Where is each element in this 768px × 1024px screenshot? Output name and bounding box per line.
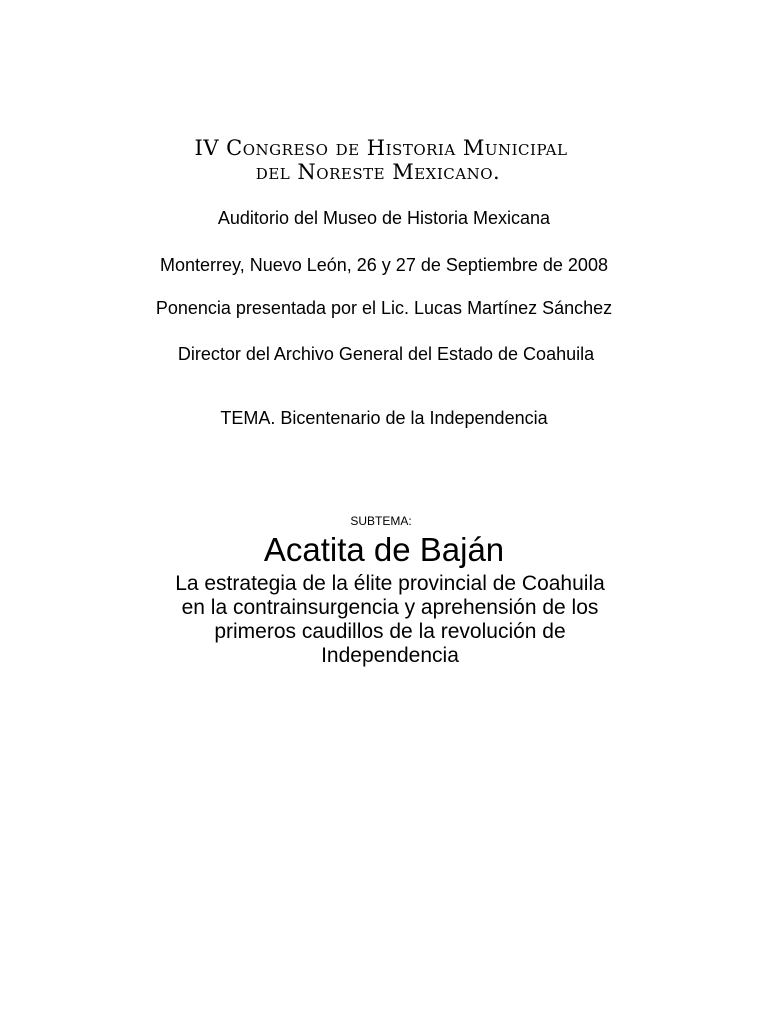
subtheme-description-line: Independencia [321,644,459,667]
theme-text: TEMA. Bicentenario de la Independencia [220,408,548,428]
congress-title-line-1: IV Congreso de Historia Municipal [194,136,568,160]
subtheme-title: Acatita de Baján [263,531,505,568]
subtheme-description-line: primeros caudillos de la revolución de [214,620,566,643]
subtheme-description-line: La estrategia de la élite provincial de Coahuila [175,572,605,595]
congress-title-line-2: del Noreste Mexicano. [255,160,501,184]
speaker-role-text: Director del Archivo General del Estado de Coahuila [177,344,595,364]
location-date-text: Monterrey, Nuevo León, 26 y 27 de Septiembre de 2008 [160,255,608,275]
venue-text: Auditorio del Museo de Historia Mexicana [217,208,551,228]
speaker-text: Ponencia presentada por el Lic. Lucas Martínez Sánchez [155,298,613,318]
subtheme-description [150,572,630,668]
subtheme-description-line: en la contrainsurgencia y aprehensión de los [181,596,599,619]
subtheme-label: SUBTEMA: [350,514,412,528]
